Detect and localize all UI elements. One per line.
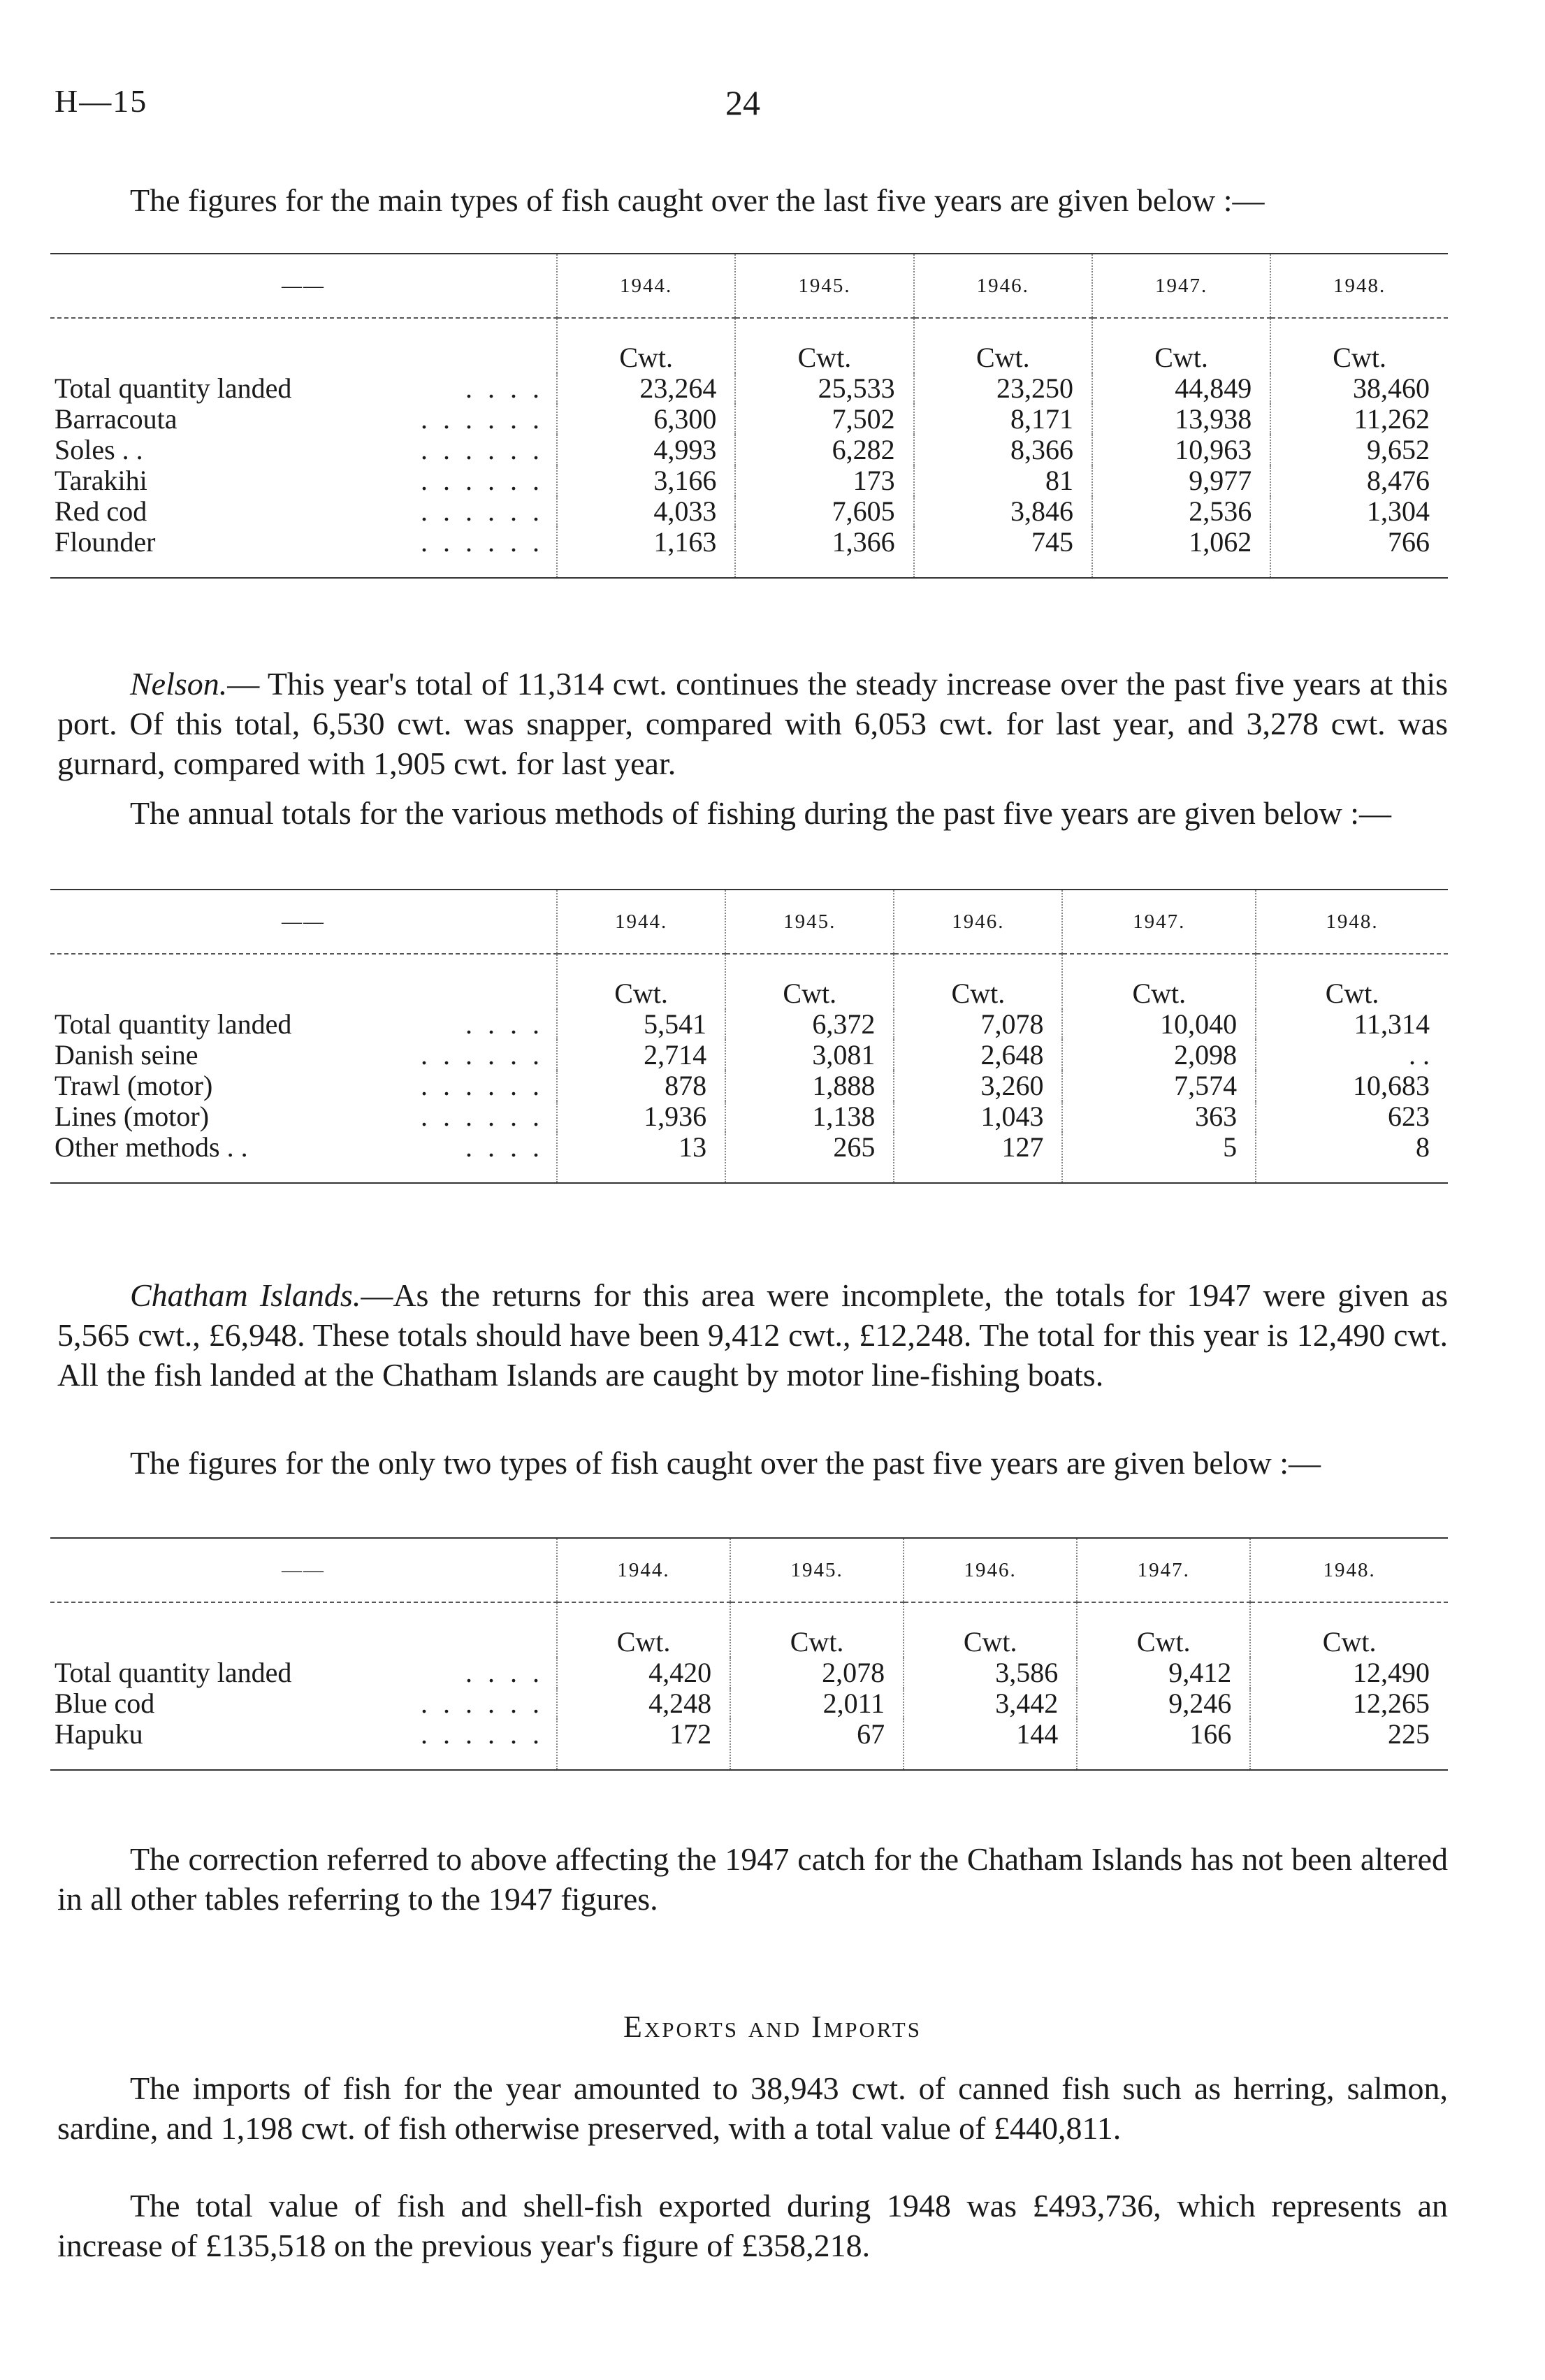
table-cell: 8,366 (914, 435, 1092, 465)
page-number: 24 (725, 83, 760, 122)
table-cell: 3,846 (914, 496, 1092, 527)
table-row (50, 465, 1448, 496)
table-cell: 7,078 (894, 1009, 1062, 1040)
table-row (50, 1009, 1448, 1040)
correction-paragraph: The correction referred to above affecting the 1947 catch for the Chatham Islands has not been altered in all other tables referring to the 1947 figures. (57, 1841, 1448, 1917)
year-header: 1945. (730, 1538, 904, 1602)
table-cell: 4,033 (557, 496, 735, 527)
table-header-row (50, 890, 1448, 954)
table-cell: 11,262 (1270, 404, 1448, 435)
row-label: Danish seine (55, 1039, 198, 1071)
year-header: 1946. (914, 254, 1092, 318)
row-label: Tarakihi (55, 465, 147, 496)
nelson-methods-table (50, 889, 1448, 1184)
dot-leader: . . . . . . (421, 1070, 544, 1101)
table-cell: 1,888 (725, 1071, 894, 1101)
row-label: Total quantity landed (55, 1657, 292, 1688)
row-label: Lines (motor) (55, 1101, 210, 1132)
table-cell: 7,502 (735, 404, 913, 435)
nelson-paragraph (57, 664, 1448, 783)
row-label: Trawl (motor) (55, 1070, 213, 1101)
table-header-row (50, 254, 1448, 318)
chatham-paragraph (57, 1275, 1448, 1395)
table-cell: 4,420 (557, 1657, 730, 1688)
page-header (55, 82, 1494, 138)
table-cell: 11,314 (1256, 1009, 1448, 1040)
table-cell: 4,993 (557, 435, 735, 465)
table-cell: 8,171 (914, 404, 1092, 435)
table-cell: 2,098 (1062, 1040, 1256, 1071)
dot-leader: . . . . . . (421, 526, 544, 558)
table-row (50, 1688, 1448, 1719)
unit-label: Cwt. (1250, 1602, 1448, 1657)
table-cell: 2,648 (894, 1040, 1062, 1071)
table-cell: 23,250 (914, 373, 1092, 404)
unit-label: Cwt. (1270, 318, 1448, 373)
row-label: Flounder (55, 526, 156, 558)
unit-row (50, 318, 1448, 373)
table-blank-header: —— (50, 890, 557, 954)
year-header: 1948. (1256, 890, 1448, 954)
year-header: 1945. (735, 254, 913, 318)
table-cell: 172 (557, 1719, 730, 1770)
table-cell: 9,246 (1077, 1688, 1250, 1719)
table-cell: 5,541 (557, 1009, 725, 1040)
table-row (50, 1719, 1448, 1770)
chatham-types-intro: The figures for the only two types of fish caught over the past five years are given below :— (130, 1445, 1321, 1481)
table-cell: 1,936 (557, 1101, 725, 1132)
table-cell: 363 (1062, 1101, 1256, 1132)
row-label: Soles . . (55, 434, 143, 465)
table-cell: 3,166 (557, 465, 735, 496)
table-cell: 10,683 (1256, 1071, 1448, 1101)
section-heading: Exports and Imports (623, 2010, 922, 2044)
unit-label: Cwt. (735, 318, 913, 373)
table-cell: 1,366 (735, 527, 913, 578)
table-cell: 745 (914, 527, 1092, 578)
table-cell: 766 (1270, 527, 1448, 578)
row-label: Red cod (55, 495, 147, 527)
table-cell: 38,460 (1270, 373, 1448, 404)
unit-row (50, 1602, 1448, 1657)
unit-label: Cwt. (725, 954, 894, 1009)
dot-leader: . . . . . . (421, 1718, 544, 1750)
table-cell: 3,586 (904, 1657, 1077, 1688)
dot-leader: . . . . (465, 1131, 544, 1163)
table-row (50, 1071, 1448, 1101)
row-label: Barracouta (55, 403, 177, 435)
table-cell: 265 (725, 1132, 894, 1183)
table-cell: 12,265 (1250, 1688, 1448, 1719)
dot-leader: . . . . (465, 372, 544, 404)
table-cell: 12,490 (1250, 1657, 1448, 1688)
row-label: Total quantity landed (55, 372, 292, 404)
table-cell: 10,040 (1062, 1009, 1256, 1040)
table-cell: 7,574 (1062, 1071, 1256, 1101)
table-cell: 1,062 (1092, 527, 1270, 578)
table-cell: 81 (914, 465, 1092, 496)
row-label: Blue cod (55, 1688, 155, 1719)
dot-leader: . . . . (465, 1657, 544, 1688)
chatham-heading: Chatham Islands. (130, 1277, 361, 1313)
table-blank-header: —— (50, 1538, 557, 1602)
row-label: Other methods . . (55, 1131, 248, 1163)
unit-label: Cwt. (914, 318, 1092, 373)
year-header: 1944. (557, 1538, 730, 1602)
table-cell: 10,963 (1092, 435, 1270, 465)
table-row (50, 527, 1448, 578)
dot-leader: . . . . . . (421, 465, 544, 496)
year-header: 1947. (1062, 890, 1256, 954)
table-cell: 623 (1256, 1101, 1448, 1132)
row-label: Total quantity landed (55, 1008, 292, 1040)
table-cell: 67 (730, 1719, 904, 1770)
table-cell: 166 (1077, 1719, 1250, 1770)
table-cell: 2,714 (557, 1040, 725, 1071)
table-cell: 2,011 (730, 1688, 904, 1719)
table-cell: 8 (1256, 1132, 1448, 1183)
table-cell: 1,138 (725, 1101, 894, 1132)
unit-label: Cwt. (557, 1602, 730, 1657)
year-header: 1944. (557, 890, 725, 954)
dot-leader: . . . . . . (421, 1039, 544, 1071)
unit-label: Cwt. (557, 318, 735, 373)
table-cell: 7,605 (735, 496, 913, 527)
unit-label: Cwt. (730, 1602, 904, 1657)
year-header: 1948. (1270, 254, 1448, 318)
dot-leader: . . . . . . (421, 403, 544, 435)
unit-label: Cwt. (1077, 1602, 1250, 1657)
dot-leader: . . . . . . (421, 1688, 544, 1719)
imports-paragraph: The imports of fish for the year amounted to 38,943 cwt. of canned fish such as herring, salmon, sardine, and 1,198 cwt. of fish otherwise preserved, with a total value of £440,811. (57, 2070, 1448, 2146)
row-label: Hapuku (55, 1718, 143, 1750)
table-cell: 5 (1062, 1132, 1256, 1183)
year-header: 1947. (1092, 254, 1270, 318)
table-row (50, 373, 1448, 404)
table-cell: . . (1256, 1040, 1448, 1071)
unit-label: Cwt. (1256, 954, 1448, 1009)
year-header: 1945. (725, 890, 894, 954)
table-cell: 3,260 (894, 1071, 1062, 1101)
unit-label: Cwt. (557, 954, 725, 1009)
year-header: 1946. (894, 890, 1062, 954)
unit-label: Cwt. (1092, 318, 1270, 373)
table-row (50, 1657, 1448, 1688)
table-header-row (50, 1538, 1448, 1602)
year-header: 1944. (557, 254, 735, 318)
table-row (50, 435, 1448, 465)
table-cell: 6,282 (735, 435, 913, 465)
intro-paragraph: The figures for the main types of fish caught over the last five years are given below :— (130, 182, 1265, 218)
table-row (50, 1101, 1448, 1132)
table-row (50, 1132, 1448, 1183)
table-cell: 13,938 (1092, 404, 1270, 435)
table-cell: 878 (557, 1071, 725, 1101)
table-cell: 225 (1250, 1719, 1448, 1770)
table-cell: 127 (894, 1132, 1062, 1183)
table-cell: 6,300 (557, 404, 735, 435)
table-cell: 3,442 (904, 1688, 1077, 1719)
table-cell: 1,043 (894, 1101, 1062, 1132)
exports-paragraph: The total value of fish and shell-fish exported during 1948 was £493,736, which represents an increase of £135,518 on the previous year's figure of £358,218. (57, 2188, 1448, 2263)
unit-label: Cwt. (1062, 954, 1256, 1009)
dot-leader: . . . . . . (421, 434, 544, 465)
table-cell: 9,652 (1270, 435, 1448, 465)
table-cell: 1,304 (1270, 496, 1448, 527)
table-cell: 3,081 (725, 1040, 894, 1071)
dot-leader: . . . . . . (421, 1101, 544, 1132)
table-cell: 173 (735, 465, 913, 496)
main-fish-types-table (50, 253, 1448, 579)
table-cell: 23,264 (557, 373, 735, 404)
unit-label: Cwt. (904, 1602, 1077, 1657)
table-cell: 2,078 (730, 1657, 904, 1688)
chatham-fish-table (50, 1537, 1448, 1771)
table-cell: 1,163 (557, 527, 735, 578)
year-header: 1947. (1077, 1538, 1250, 1602)
table-cell: 2,536 (1092, 496, 1270, 527)
table-cell: 25,533 (735, 373, 913, 404)
table-blank-header: —— (50, 254, 557, 318)
table-cell: 9,977 (1092, 465, 1270, 496)
table-cell: 8,476 (1270, 465, 1448, 496)
nelson-methods-intro: The annual totals for the various methods of fishing during the past five years are given below :— (130, 795, 1392, 831)
table-cell: 9,412 (1077, 1657, 1250, 1688)
document-reference: H—15 (55, 83, 148, 119)
dot-leader: . . . . . . (421, 495, 544, 527)
nelson-text: — This year's total of 11,314 cwt. continues the steady increase over the past five years at this port. Of this total, 6,530 cwt. was snapper, compared with 6,053 cwt. for last year, and 3,278 cwt. was gurnard, compared with 1,905 cwt. for last year. (57, 666, 1448, 781)
table-cell: 4,248 (557, 1688, 730, 1719)
table-row (50, 404, 1448, 435)
chatham-text: —As the returns for this area were incomplete, the totals for 1947 were given as 5,565 cwt., £6,948. These totals should have been 9,412 cwt., £12,248. The total for this year is 12,490 cwt. All the fish landed at the Chatham Islands are caught by motor line-fishing boats. (57, 1277, 1448, 1393)
table-cell: 13 (557, 1132, 725, 1183)
unit-label: Cwt. (894, 954, 1062, 1009)
dot-leader: . . . . (465, 1008, 544, 1040)
table-row (50, 1040, 1448, 1071)
unit-row (50, 954, 1448, 1009)
table-cell: 44,849 (1092, 373, 1270, 404)
table-cell: 144 (904, 1719, 1077, 1770)
table-cell: 6,372 (725, 1009, 894, 1040)
year-header: 1946. (904, 1538, 1077, 1602)
table-row (50, 496, 1448, 527)
nelson-heading: Nelson. (130, 666, 228, 702)
year-header: 1948. (1250, 1538, 1448, 1602)
